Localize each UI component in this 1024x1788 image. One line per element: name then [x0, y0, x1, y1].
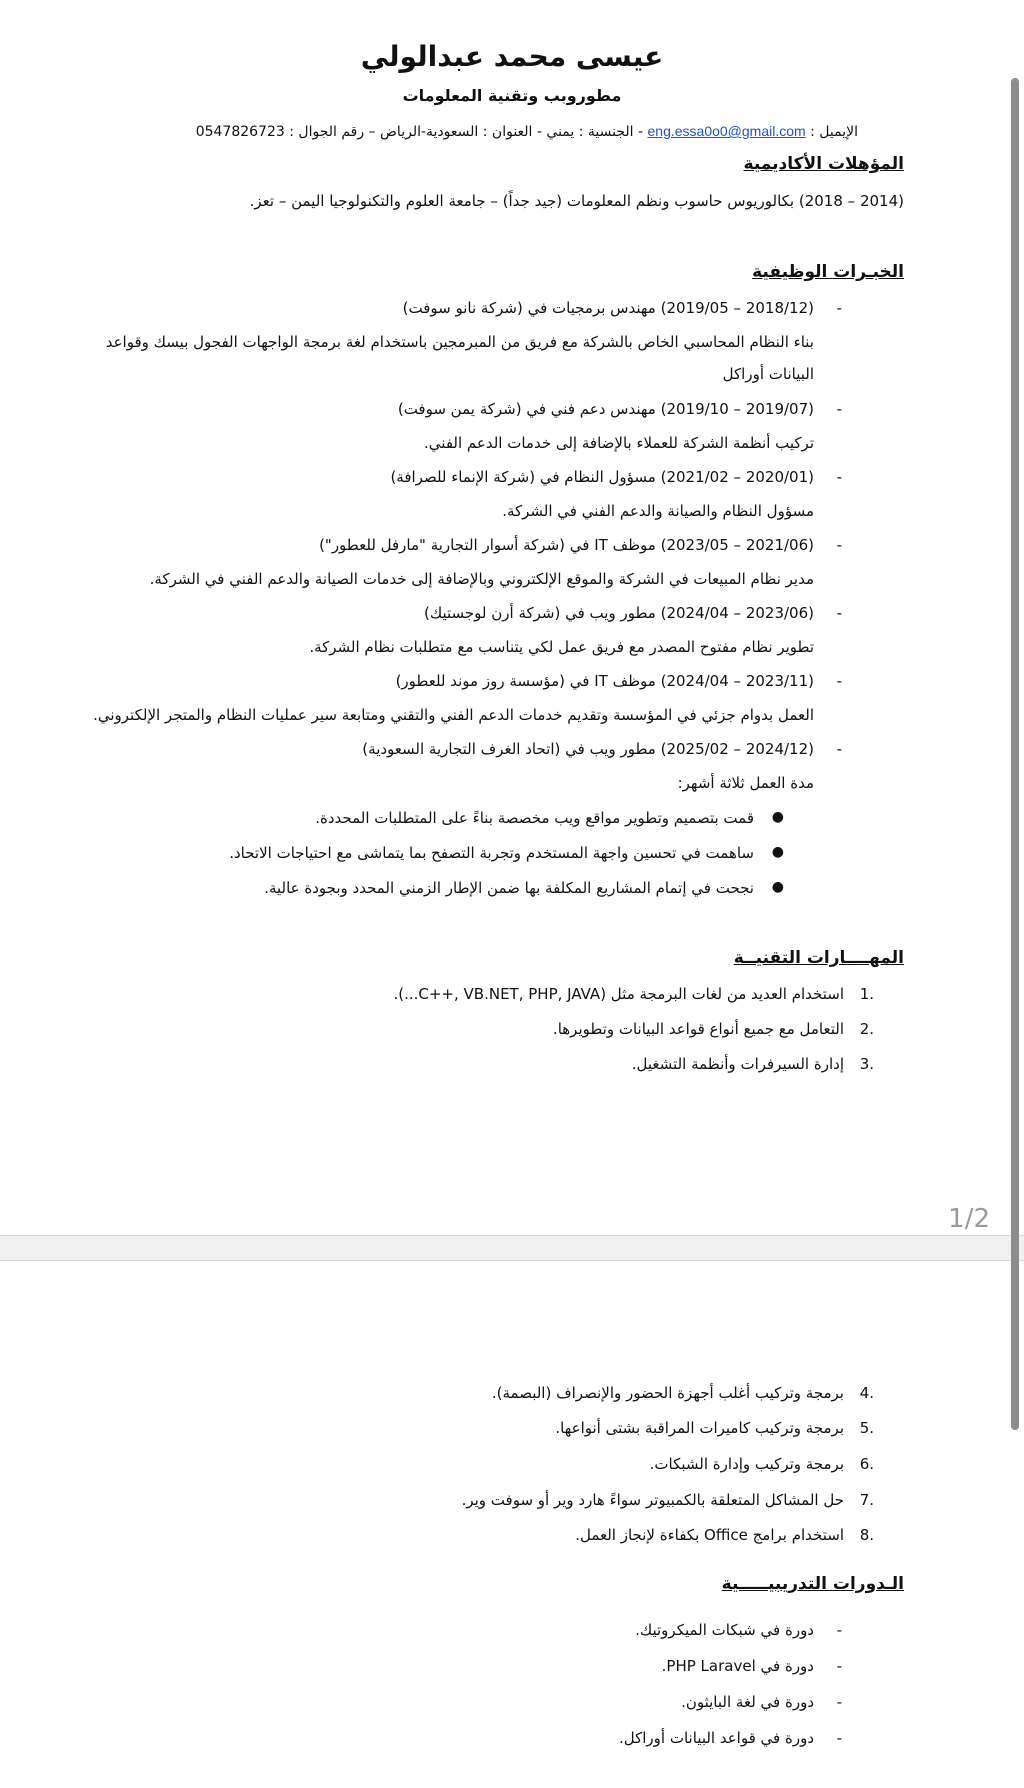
- skill-number: 8.: [859, 1526, 874, 1544]
- course-item: دورة في شبكات الميكروتيك.: [635, 1621, 814, 1639]
- skill-number: 3.: [859, 1055, 874, 1073]
- bullet-icon: ●: [771, 879, 784, 895]
- education-line: (2014 – 2018) بكالوريوس حاسوب ونظم المعلومات (جيد جداً) – جامعة العلوم والتكنولوجيا اليمن – تعز.: [249, 192, 904, 210]
- job-title: (2018/12 – 2019/05) مهندس برمجيات في (شركة نانو سوفت): [402, 299, 814, 317]
- skills-heading: المهــــارات التقنيــة: [733, 948, 904, 968]
- job-title: (2019/07 – 2019/10) مهندس دعم فني في (شركة يمن سوفت): [397, 400, 814, 418]
- contact-details: - الجنسية : يمني - العنوان : السعودية-الرياض – رقم الجوال : 0547826723: [195, 124, 644, 140]
- course-item: دورة في قواعد البيانات أوراكل.: [619, 1729, 814, 1747]
- job-dash: -: [836, 468, 842, 486]
- job-description: البيانات أوراكل: [722, 365, 814, 383]
- job-description: تركيب أنظمة الشركة للعملاء بالإضافة إلى خدمات الدعم الفني.: [424, 434, 814, 452]
- resume-name: عيسى محمد عبدالولي: [360, 40, 664, 73]
- skill-item: برمجة وتركيب أغلب أجهزة الحضور والإنصراف (البصمة).: [491, 1384, 844, 1402]
- skill-number: 1.: [859, 985, 874, 1003]
- skill-item: استخدام العديد من لغات البرمجة مثل (C++, VB.NET, PHP, JAVA...).: [393, 985, 844, 1003]
- job-description: العمل بدوام جزئي في المؤسسة وتقديم خدمات الدعم الفني والتقني ومتابعة سير عمليات النظام والمتجر الإلكتروني.: [93, 706, 814, 724]
- job-dash: -: [836, 740, 842, 758]
- page-indicator: 1/2: [948, 1204, 990, 1234]
- job-dash: -: [836, 672, 842, 690]
- skill-number: 6.: [859, 1455, 874, 1473]
- skill-item: استخدام برامج Office بكفاءة لإنجاز العمل.: [575, 1526, 844, 1544]
- skill-number: 2.: [859, 1020, 874, 1038]
- job-title: (2023/06 – 2024/04) مطور ويب في (شركة أرن لوجستيك): [423, 604, 814, 622]
- job-description: مسؤول النظام والصيانة والدعم الفني في الشركة.: [502, 502, 814, 520]
- job-description: تطوير نظام مفتوح المصدر مع فريق عمل لكي يتناسب مع متطلبات نظام الشركة.: [309, 638, 814, 656]
- job-title: (2021/06 – 2023/05) موظف IT في (شركة أسوار التجارية "مارفل للعطور"): [319, 536, 814, 554]
- vertical-scrollbar[interactable]: [1011, 78, 1019, 1430]
- skill-number: 4.: [859, 1384, 874, 1402]
- skill-item: برمجة وتركيب كاميرات المراقبة بشتى أنواعها.: [555, 1419, 844, 1437]
- job-dash: -: [836, 604, 842, 622]
- contact-email-label: الإيميل :: [810, 124, 858, 140]
- skill-item: التعامل مع جميع أنواع قواعد البيانات وتطويرها.: [552, 1020, 844, 1038]
- job-title: (2024/12 – 2025/02) مطور ويب في (اتحاد الغرف التجارية السعودية): [362, 740, 814, 758]
- course-dash: -: [836, 1657, 842, 1675]
- achievement-item: ساهمت في تحسين واجهة المستخدم وتجربة التصفح بما يتماشى مع احتياجات الاتحاد.: [229, 844, 754, 862]
- skill-number: 7.: [859, 1491, 874, 1509]
- achievement-item: قمت بتصميم وتطوير مواقع ويب مخصصة بناءً على المتطلبات المحددة.: [315, 809, 754, 827]
- job-description: مدير نظام المبيعات في الشركة والموقع الإلكتروني وبالإضافة إلى خدمات الصيانة والدعم الفني في الشركة.: [149, 570, 814, 588]
- job-title: (2023/11 – 2024/04) موظف IT في (مؤسسة روز موند للعطور): [395, 672, 814, 690]
- job-description: مدة العمل ثلاثة أشهر:: [677, 774, 814, 792]
- email-link[interactable]: eng.essa0o0@gmail.com: [647, 123, 806, 139]
- achievement-item: نجحت في إتمام المشاريع المكلفة بها ضمن الإطار الزمني المحدد وبجودة عالية.: [264, 879, 754, 897]
- skill-item: حل المشاكل المتعلقة بالكمبيوتر سواءً هارد وير أو سوفت وير.: [461, 1491, 844, 1509]
- skill-item: برمجة وتركيب وإدارة الشبكات.: [649, 1455, 844, 1473]
- contact-line: [196, 123, 858, 140]
- course-item: دورة في PHP Laravel.: [661, 1657, 814, 1675]
- job-dash: -: [836, 400, 842, 418]
- course-dash: -: [836, 1693, 842, 1711]
- resume-subtitle: مطوروبب وتقنية المعلومات: [402, 86, 622, 105]
- experience-heading: الخبـرات الوظيفية: [752, 262, 904, 282]
- job-dash: -: [836, 299, 842, 317]
- page-separator: [0, 1235, 1024, 1261]
- bullet-icon: ●: [771, 844, 784, 860]
- skill-number: 5.: [859, 1419, 874, 1437]
- course-item: دورة في لغة البايثون.: [681, 1693, 814, 1711]
- education-heading: المؤهلات الأكاديمية: [743, 154, 904, 174]
- courses-heading: الـدورات التدريبيـــــية: [721, 1574, 904, 1594]
- skill-item: إدارة السيرفرات وأنظمة التشغيل.: [631, 1055, 844, 1073]
- page-2: [0, 1261, 1024, 1788]
- bullet-icon: ●: [771, 809, 784, 825]
- job-dash: -: [836, 536, 842, 554]
- job-description: بناء النظام المحاسبي الخاص بالشركة مع فريق من المبرمجين باستخدام لغة برمجة الواجهات الفجول بيسك وقواعد: [105, 333, 814, 351]
- course-dash: -: [836, 1621, 842, 1639]
- job-title: (2020/01 – 2021/02) مسؤول النظام في (شركة الإنماء للصرافة): [390, 468, 814, 486]
- course-dash: -: [836, 1729, 842, 1747]
